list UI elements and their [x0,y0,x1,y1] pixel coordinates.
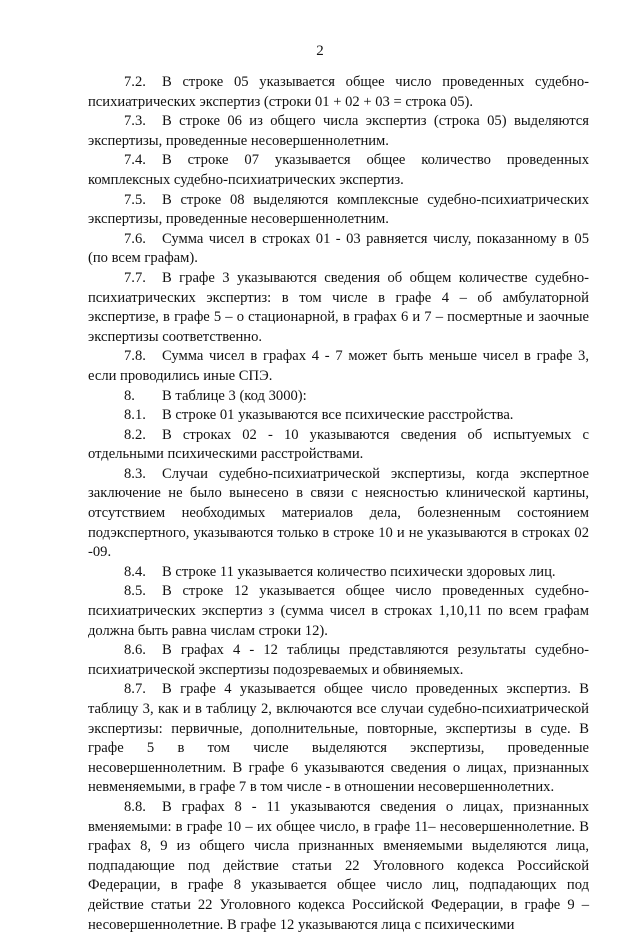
paragraph-7-4 [88,151,589,190]
paragraph-7-7 [88,269,589,347]
paragraph-number: 7.7. [124,269,146,286]
paragraph-number: 8.1. [124,407,146,424]
paragraph-text: В графах 4 - 12 таблицы представляются результаты судебно-психиатрической экспертизы подозреваемых и обвиняемых. [88,642,589,678]
document-body [88,73,589,935]
paragraph-number: 8.4. [124,563,146,580]
paragraph-text: В строке 07 указывается общее количество проведенных комплексных судебно-психиатрических экспертиз. [88,152,589,188]
paragraph-number: 8.3. [124,465,146,482]
paragraph-8-3 [88,465,589,563]
paragraph-7-6 [88,230,589,269]
paragraph-text: В графе 3 указываются сведения об общем количестве судебно-психиатрических экспертиз: в том числе в графе 4 – об амбулаторной экспертизе, в графе 5 – о стационарной, в графах 6 и 7 – посмертные и заочные экспертизы соответственно. [88,269,589,345]
paragraph-text: В строке 01 указываются все психические расстройства. [162,407,514,424]
paragraph-number: 7.4. [124,152,146,169]
paragraph-8-2 [88,426,589,465]
paragraph-text: В строках 02 - 10 указываются сведения об испытуемых с отдельными психическими расстройствами. [88,426,589,463]
paragraph-text: В строке 05 указывается общее число проведенных судебно-психиатрических экспертиз (строки 01 + 02 + 03 = строка 05). [88,74,589,110]
paragraph-7-8 [88,347,589,386]
paragraph-text: В графе 4 указывается общее число проведенных экспертиз. В таблицу 3, как и в таблицу 2, включаются все случаи судебно-психиатрической экспертизы: первичные, дополнительные, повторные, экспертизы в суде. В графе 5 в том числе выделяются экспертизы, проведенные несовершеннолетним. В графе 6 указываются сведения о лицах, признанных невменяемыми, в графе 7 в том числе - в отношении несовершеннолетних. [88,681,589,796]
paragraph-7-5 [88,191,589,230]
paragraph-8-4 [88,563,589,583]
paragraph-text: В строке 06 из общего числа экспертиз (строка 05) выделяются экспертизы, проведенные несовершеннолетним. [88,113,589,149]
paragraph-number: 8.6. [124,642,146,659]
paragraph-number: 8.8. [124,798,146,815]
paragraph-number: 7.5. [124,191,146,208]
paragraph-number: 7.3. [124,113,146,130]
paragraph-8-8 [88,798,589,935]
paragraph-number: 8. [124,387,135,404]
paragraph-text: Сумма чисел в графах 4 - 7 может быть меньше чисел в графе 3, если проводились иные СПЭ. [88,348,589,384]
paragraph-number: 8.5. [124,583,146,600]
paragraph-text: В строке 08 выделяются комплексные судебно-психиатрических экспертизы, проведенные несовершеннолетним. [88,191,589,228]
paragraph-number: 8.7. [124,681,146,698]
paragraph-number: 8.2. [124,426,146,443]
paragraph-text: В таблице 3 (код 3000): [162,387,307,404]
paragraph-8 [88,387,589,407]
paragraph-number: 7.8. [124,348,146,365]
paragraph-8-1 [88,406,589,426]
paragraph-7-3 [88,112,589,151]
paragraph-text: В графах 8 - 11 указываются сведения о лицах, признанных вменяемыми: в графе 10 – их общее число, в графе 11– несовершеннолетние. В графах 8, 9 из общего числа признанных вменяемыми выделяются лица, подпадающие под действие статьи 22 Уголовного кодекса Российской Федерации, в графе 8 указывается общее число лиц, подпадающих под действие статьи 22 Уголовного кодекса Российской Федерации, в графе 9 – несовершеннолетние. В графе 12 указываются лица с психическими [88,798,589,933]
paragraph-text: В строке 11 указывается количество психически здоровых лиц. [162,563,556,580]
paragraph-text: В строке 12 указывается общее число проведенных судебно-психиатрических экспертиз з (сумма чисел в строках 1,10,11 по всем графам должна быть равна числам строки 12). [88,583,589,639]
paragraph-text: Сумма чисел в строках 01 - 03 равняется числу, показанному в 05 (по всем графам). [88,230,589,267]
paragraph-8-6 [88,641,589,680]
paragraph-number: 7.6. [124,230,146,247]
paragraph-8-7 [88,680,589,798]
paragraph-number: 7.2. [124,74,146,90]
paragraph-7-2 [88,73,589,112]
page-number: 2 [316,43,324,59]
paragraph-8-5 [88,582,589,641]
paragraph-text: Случаи судебно-психиатрической экспертизы, когда экспертное заключение не было вынесено в связи с неясностью клинической картины, отсутствием необходимых материалов дела, болезненным состоянием подэкспертного, указываются только в строке 10 и не указываются в строках 02 -09. [88,465,589,561]
